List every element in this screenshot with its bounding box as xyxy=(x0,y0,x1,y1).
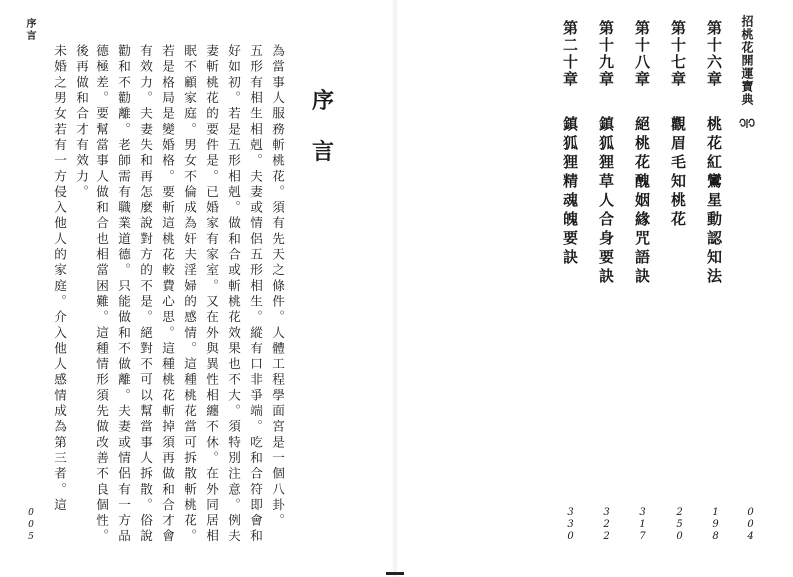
toc-title-20: 鎮狐狸精魂魄要訣 xyxy=(561,116,579,268)
toc-chapter-16: 第十六章 xyxy=(705,20,723,88)
page-number: 005 xyxy=(26,508,36,544)
toc-chapter-17: 第十七章 xyxy=(669,20,687,88)
toc-page-20: 322 xyxy=(601,507,612,543)
preface-column-1: 為當事人服務斬桃花。須有先天之條件。人體工程學面宮是一個八卦。 xyxy=(270,44,285,530)
toc-page-17: 198 xyxy=(710,507,721,543)
preface-title xyxy=(312,84,334,186)
contents-page xyxy=(396,0,793,577)
preface-column-4: 妻斬桃花的要件是。已婚家有家室。又在外與異性相纏不休。在外同居相 xyxy=(204,44,219,545)
preface-column-9: 德極差。要幫當事人做和合也相當困難。這種情形須先做改善不良個性。 xyxy=(94,44,109,545)
toc-title-19: 鎮狐狸草人合身要訣 xyxy=(597,116,615,287)
preface-column-10: 後再做和合才有效力。 xyxy=(74,44,89,201)
preface-column-11: 未婚之男女若有一方侵入他人的家庭。介入他人感情成為第三者。這 xyxy=(52,44,67,514)
toc-chapter-19: 第十九章 xyxy=(597,20,615,88)
preface-column-2: 五形有相生相剋。夫妻或情侶五形相生。縱有口非爭端。吃和合符即會和 xyxy=(248,44,263,545)
toc-title-18: 絕桃花醜姻緣咒語訣 xyxy=(633,116,651,287)
section-label: 序言 xyxy=(24,18,35,42)
ornament-icon xyxy=(738,116,756,130)
preface-column-8: 勸和不勸離。老師需有職業道德。只能做和不做離。夫妻或情侶有一方品 xyxy=(116,44,131,545)
preface-column-3: 好如初。若是五形相剋。做和合或斬桃花效果也不大。須特別注意。例夫 xyxy=(226,44,241,545)
toc-page-19: 317 xyxy=(637,507,648,543)
book-title: 招桃花開運寶典 xyxy=(740,15,754,106)
toc-title-16: 桃花紅鸞星動認知法 xyxy=(705,116,723,287)
toc-title-17: 觀眉毛知桃花 xyxy=(669,116,687,230)
preface-title-char-2: 言 xyxy=(312,139,335,165)
toc-chapter-18: 第十八章 xyxy=(633,20,651,88)
toc-page-18: 250 xyxy=(674,507,685,543)
toc-chapter-20: 第二十章 xyxy=(561,20,579,88)
preface-page xyxy=(0,0,396,577)
toc-page-16: 004 xyxy=(745,507,756,543)
preface-title-char-1: 序 xyxy=(312,88,335,114)
preface-column-7: 有效力。夫妻失和再怎麼說對方的不是。絕對不可以幫當事人拆散。俗說 xyxy=(138,44,153,545)
preface-column-5: 眠不顧家庭。男女不倫成為奸夫淫婦的感情。這種桃花當可拆散斬桃花。 xyxy=(182,44,197,545)
preface-column-6: 若是格局是變婚格。要斬這桃花較費心思。這種桃花斬掉須再做和合才會 xyxy=(160,44,175,545)
bottom-mark xyxy=(386,572,404,575)
toc-page-end: 330 xyxy=(565,507,576,543)
